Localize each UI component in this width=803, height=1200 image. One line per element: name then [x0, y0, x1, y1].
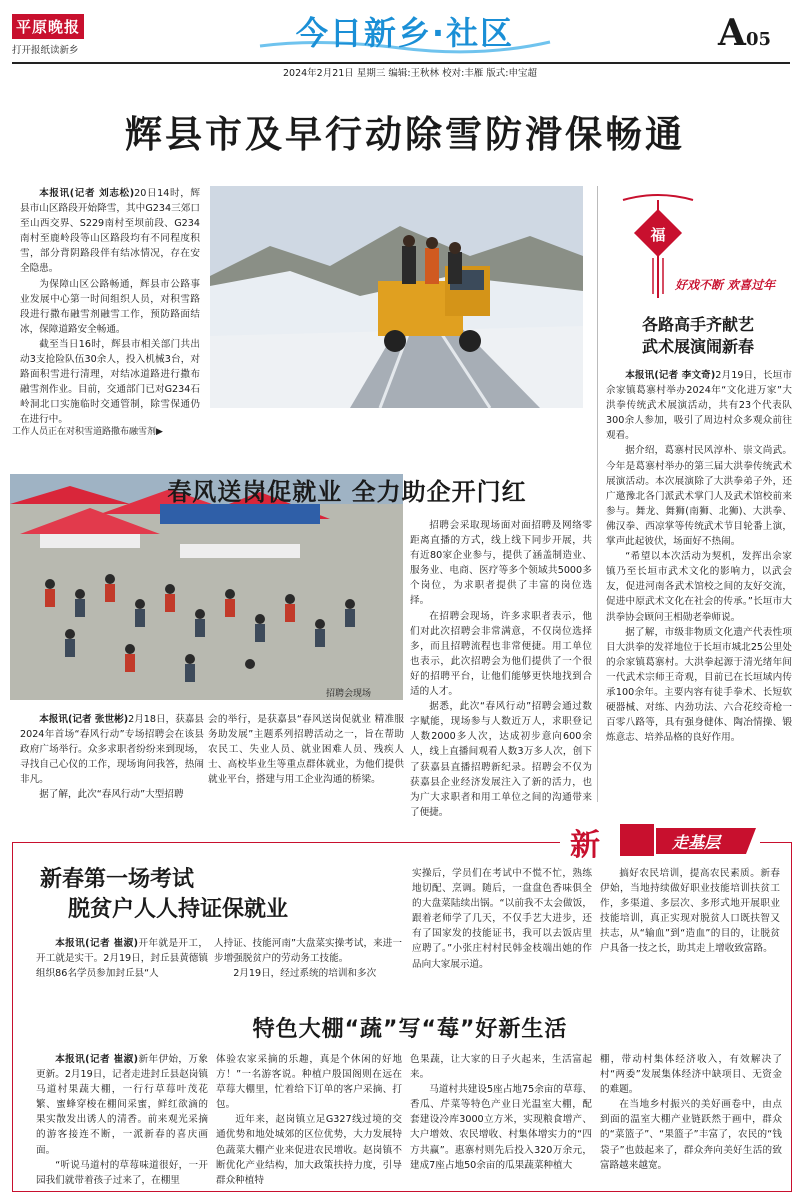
story5-para: 色果蔬，让大家的日子火起来，生活富起来。	[410, 1054, 592, 1081]
headline-exam-l2: 脱贫户人人持证保就业	[68, 897, 289, 922]
story2-col1	[20, 712, 204, 808]
dateline: 2024年2月21日 星期三 编辑:王秋林 校对:丰雁 版式:申宝超	[283, 68, 537, 79]
story4-para: 2月19日，经过系统的培训和多次	[233, 968, 377, 980]
story4-col1	[36, 936, 208, 1000]
story5-para: 体验农家采摘的乐趣，真是个休闲的好地方！”一名游客说。种植户殷国阁则在远在草莓大棚里，忙着给下订单的客户采摘、打包。	[216, 1054, 402, 1111]
story3-body	[606, 368, 792, 808]
section-banner	[240, 8, 570, 58]
story4-para: 人持证、技能河南”大盘菜实操考试，来进一步增强脱贫户的劳动务工技能。	[214, 938, 402, 965]
header-rule	[12, 62, 790, 64]
story2-col2	[208, 712, 404, 808]
story3-para: “希望以本次活动为契机，发挥出佘家镇乃至长垣市武术文化的影响力，以武会友，促进河南各武术馆校之间的友好交流，促进中原武术文化在社会的传承。”长垣市大洪拳协会顾问王相勋老拳师说。	[606, 551, 792, 623]
story3-para: 2月19日，长垣市佘家镇葛寨村举办2024年“文化进万家”大洪拳传统武术展演活动，共有23个代表队300余人参加，吸引了周边村众多观众前往观看。	[606, 370, 793, 442]
story5-lead: 本报讯(记者 崔淑)	[55, 1054, 139, 1065]
story2-para: 据了解，此次“春风行动”大型招聘	[39, 789, 184, 801]
story1-para: 为保障山区公路畅通，辉县市公路事业发展中心第一时间组织人员，对积雪路段进行撒布融雪剂融雪工作，预防路面结冰，保障道路安全畅通。	[20, 278, 200, 335]
story3-para: 据了解，市级非物质文化遗产代表性项目大洪拳的发祥地位于长垣市城北25公里处的佘家镇葛寨村。大洪拳起源于清光绪年间一代武术宗师王奇观，目前已在长垣域内传承100余年。主要内容有徒手拳术、长短软硬器械、对练、内劲功法、六合花绞奇枪一百零八路等，具有强身健体、陶冶情操、锻炼意志、培养品格的良好作用。	[606, 626, 792, 744]
festive-badge	[603, 186, 793, 304]
newspaper-logo	[12, 14, 104, 56]
story1-para: 20日14时，辉县市山区路段开始降雪，其中G234三郊口至山西交界、S229南村至坝前段、G234南村至鹿岭段等山区路段均有不同程度积雪，部分背阴路段伴有结冰情况，存在安全隐患。	[20, 188, 200, 275]
page-letter: A	[718, 12, 746, 54]
story5-para: 新年伊始，万象更新。2月19日，记者走进封丘县赵岗镇马道村果蔬大棚，一行行草莓叶茂花繁、蜜蜂穿梭在棚间采蜜，鲜红欲滴的果实散发出诱人的清香。前来观光采摘的游客接连不断，一派新春的喜庆画面。	[36, 1054, 209, 1156]
story5-para: 在当地乡村振兴的美好画卷中，由点到面的温室大棚产业链跃然于画中，群众的“菜篮子”、“果篮子”丰富了，农民的“钱袋子”也鼓起来了，群众奔向美好生活的致富路越来越宽。	[600, 1099, 782, 1171]
photo2-caption: 招聘会现场	[326, 689, 372, 699]
page-number	[718, 14, 798, 52]
story4-para: 实操后，学员们在考试中不慌不忙，熟练地切配、烹调。随后，一盘盘色香味俱全的大盘菜陆续出锅。“以前我不太会做饭，跟着老师学了几天，不仅手艺大进步，还有了国家发的技能证书，我可以去饭店里应聘了。”小张庄村村民韩金枝端出她的作品向大家展示道。	[412, 868, 592, 970]
story2-para: 会的举行，是获嘉县“春风送岗促就业 精准服务助发展”主题系列招聘活动之一，旨在帮助农民工、失业人员、就业困难人员、残疾人士、高校毕业生等重点群体就业，为他们提供就业平台，搭建与用工企业沟通的桥梁。	[208, 714, 404, 786]
column-divider	[597, 186, 598, 802]
story5-col4	[600, 1052, 782, 1186]
story2-para: 据悉，此次“春风行动”招聘会通过数字赋能，现场参与人数近万人，求职登记人数2000多人次，达成初步意向600余人，线上直播间观看人数3万多人次，创下了获嘉县直播招聘新纪录。招聘会不仅为获嘉县企业经济发展注入了新的活力，也为广大求职者和用工单位之间的沟通带来了便捷。	[410, 701, 592, 818]
story5-para: “听说马道村的草莓味道很好，一开园我们就带着孩子过来了，在棚里	[36, 1159, 208, 1186]
headline-exam-l1: 新春第一场考试	[40, 867, 195, 892]
story5-para: 马道村共建设5座占地75余亩的草莓、香瓜、芹菜等特色产业日光温室大棚，配套建设冷库3000立方米，实现粮食增产、大户增效、农民增收、村集体增实力的“四方共赢”。惠寨村则先后投入320万余元，建成7座占地50余亩的瓜果蔬菜种植大	[410, 1084, 592, 1171]
headline-job-fair: 春风送岗促就业 全力助企开门红	[167, 478, 527, 506]
story2-lead: 本报讯(记者 张世彬)	[39, 714, 129, 725]
story4-col3	[412, 866, 592, 1002]
story5-para: 近年来，赵岗镇立足G327线过境的交通优势和地处城郊的区位优势，大力发展特色蔬菜大棚产业来促进农民增收。赵岗镇不断优化产业结构，加大政策扶持力度，引导群众种植特	[216, 1114, 402, 1186]
story5-para: 棚，带动村集体经济收入，有效解决了村“两委”发展集体经济中缺项目、无资金的难题。	[600, 1054, 782, 1096]
headline-snow-removal: 辉县市及早行动除雪防滑保畅通	[125, 113, 685, 156]
story2-para: 2月18日，获嘉县2024年首场“春风行动”专场招聘会在该县政府广场举行。众多求职者纷纷来到现场，寻找自己心仪的工作，现场询问我答，热闹非凡。	[20, 714, 204, 786]
story5-col1	[36, 1052, 208, 1186]
headline-line: 各路高手齐献艺	[641, 315, 754, 334]
story3-lead: 本报讯(记者 李文奇)	[625, 370, 716, 381]
photo-snow-road	[210, 186, 583, 408]
story3-para: 据介绍，葛寨村民风淳朴、崇文尚武。今年是葛寨村举办的第三届大洪拳传统武术展演活动。本次展演除了大洪拳弟子外，还广邀豫北各门派武术掌门人及武术馆校前来参与。舞龙、舞狮(南狮、北狮)、大洪拳、佛汉拳、西凉掌等传统武术节目轮番上演，掌声此起彼伏，场面好不热闹。	[606, 445, 792, 548]
section-title: 今日新乡·社区	[295, 14, 515, 52]
headline-line: 武术展演闹新春	[641, 337, 754, 356]
logo-subtitle: 打开报纸读新乡	[12, 45, 79, 56]
story2-col3	[410, 518, 592, 818]
ribbon-label: 走基层	[672, 833, 721, 852]
story5-col2	[216, 1052, 402, 1186]
photo1-caption: 工作人员正在对积雪道路撒布融雪剂▶	[12, 427, 163, 437]
fu-character: 福	[650, 226, 666, 244]
story1-lead: 本报讯(记者 刘志松)	[39, 188, 135, 199]
page-digits: 05	[745, 29, 771, 50]
festive-slogan: 好戏不断 欢喜过年	[675, 278, 776, 292]
story1-body	[20, 186, 200, 436]
logo-text: 平原晚报	[12, 14, 84, 39]
headline-greenhouse: 特色大棚“蔬”写“莓”好新生活	[252, 1017, 568, 1042]
story4-lead: 本报讯(记者 崔淑)	[55, 938, 139, 949]
story4-col2	[214, 936, 402, 1000]
story5-col3	[410, 1052, 592, 1186]
story4-col4	[600, 866, 780, 1002]
story2-para: 在招聘会现场，许多求职者表示，他们对此次招聘会非常满意，不仅岗位选择多，而且招聘流程也非常便捷。用工单位也表示，此次招聘会为他们提供了一个很好的招聘平台，让他们能够更快地找到合适的人才。	[410, 610, 592, 698]
ribbon-xin: 新	[570, 828, 600, 863]
story4-para: 开年就是开工，开工就是实干。2月19日，封丘县黄德镇组织86名学员参加封丘县“人	[36, 938, 209, 980]
story4-para: 搞好农民培训，提高农民素质。新春伊始，当地持续做好职业技能培训扶贫工作，多渠道、多层次、多形式地开展职业技能培训，真正实现对脱贫人口既扶智又扶志，从“输血”到“造血”的目的，让脱贫户具备一技之长，助其走上增收致富路。	[600, 868, 780, 955]
story1-para: 截至当日16时，辉县市相关部门共出动3支抢险队伍30余人，投入机械3台，对路面积雪进行清理，对结冰道路进行撒布融雪剂作业。目前，交通部门已对G234石岭洞北口实施临时交通管制，除雪保通仍在进行中。	[20, 338, 200, 426]
section-ribbon	[560, 818, 760, 862]
story2-para: 招聘会采取现场面对面招聘及网络零距离直播的方式，线上线下同步开展，共有近80家企业参与，提供了涵盖制造业、服务业、电商、医疗等多个领域共5000多个岗位，为求职者提供了丰富的岗位选择。	[410, 520, 592, 607]
headline-martial-arts	[604, 314, 792, 358]
